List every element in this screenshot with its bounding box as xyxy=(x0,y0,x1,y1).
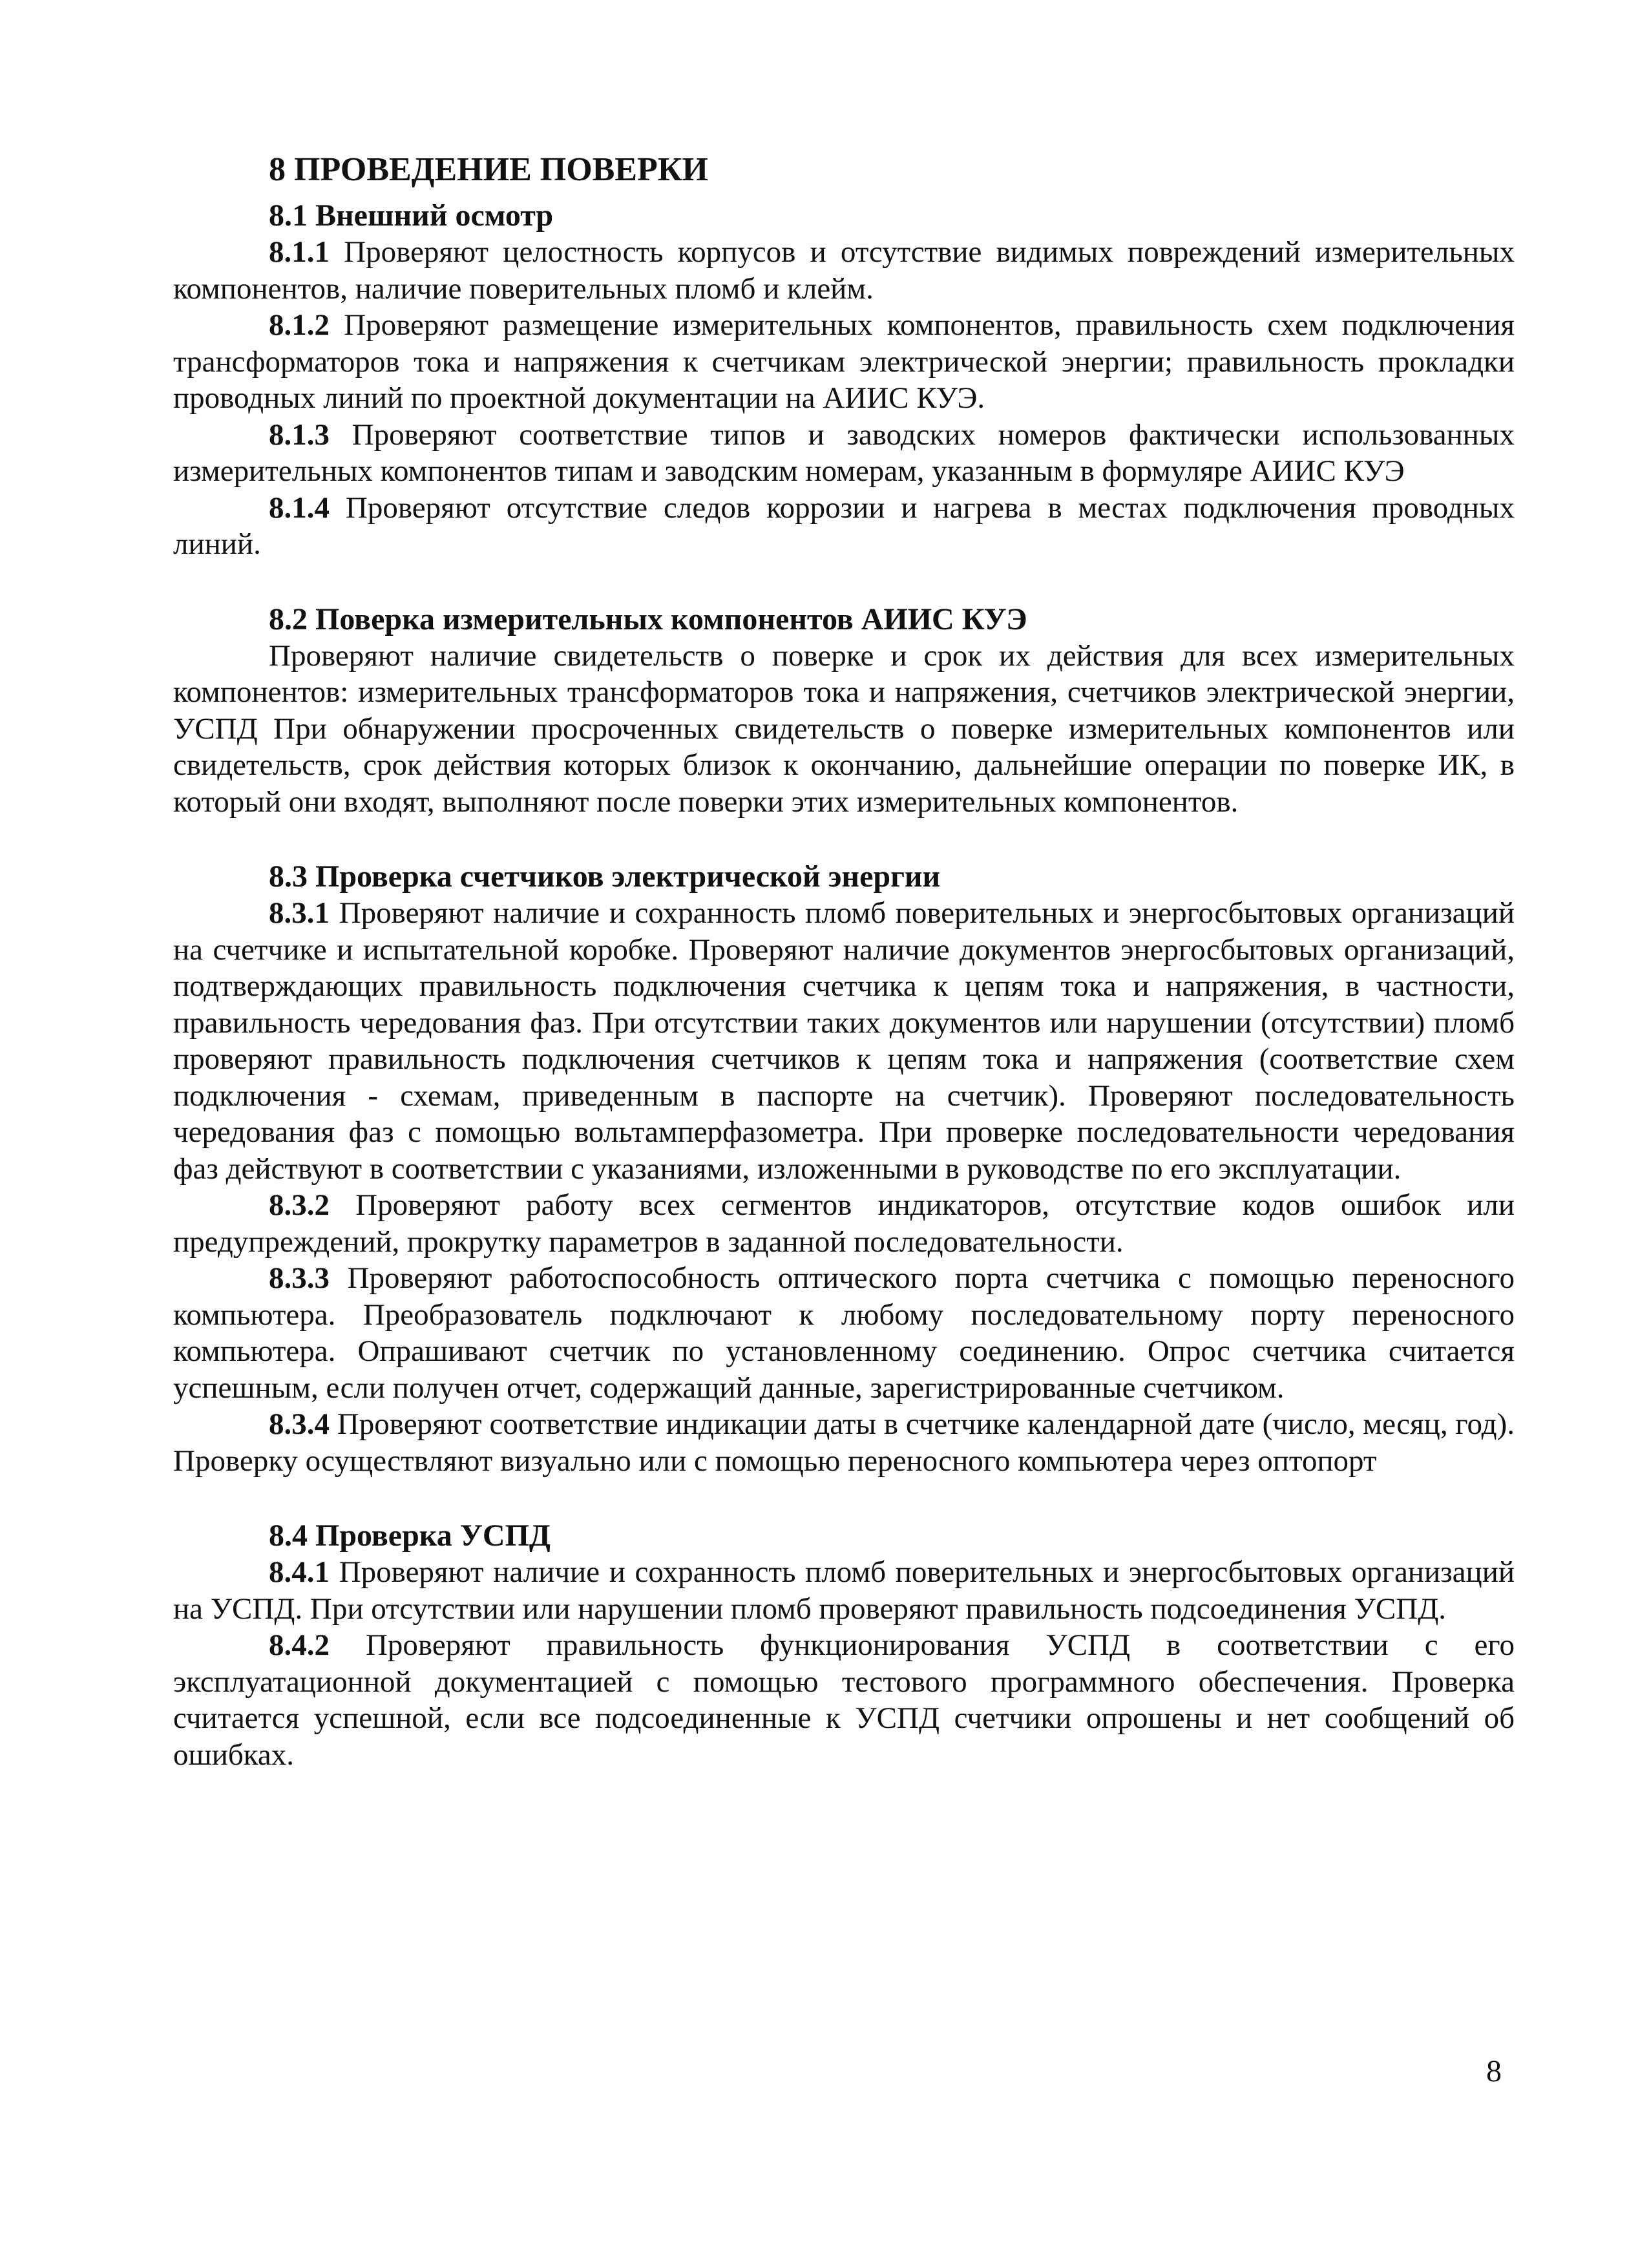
subsection-title-8-4: 8.4 Проверка УСПД xyxy=(269,1518,551,1553)
paragraph-8-3-2 xyxy=(173,1187,1515,1260)
clause-text: Проверяют соответствие типов и заводских номеров фактически использованных измерительных компонентов типам и заводским номерам, указанным в формуляре АИИС КУЭ xyxy=(173,417,1515,488)
paragraph-8-4-2 xyxy=(173,1627,1515,1773)
paragraph-8-1-2 xyxy=(173,307,1515,417)
paragraph-8-3-1 xyxy=(173,895,1515,1187)
paragraph-8-3-4 xyxy=(173,1406,1515,1479)
clause-number: 8.4.1 xyxy=(269,1555,330,1589)
document-page xyxy=(173,149,1515,1773)
clause-text: Проверяют целостность корпусов и отсутствие видимых повреждений измерительных компонентов, наличие поверительных пломб и клейм. xyxy=(173,235,1515,306)
clause-number: 8.3.2 xyxy=(269,1188,330,1222)
section-heading: 8 ПРОВЕДЕНИЕ ПОВЕРКИ xyxy=(269,151,708,188)
paragraph-8-3-3 xyxy=(173,1260,1515,1406)
clause-text: Проверяют размещение измерительных компонентов, правильность схем подключения трансформаторов тока и напряжения к счетчикам электрической энергии; правильность прокладки проводных линий по проектной документации на АИИС КУЭ. xyxy=(173,308,1515,415)
subsection-title-8-1: 8.1 Внешний осмотр xyxy=(269,198,554,233)
clause-number: 8.3.3 xyxy=(269,1261,330,1295)
clause-text: Проверяют правильность функционирования УСПД в соответствии с его эксплуатационной документацией с помощью тестового программного обеспечения. Проверка считается успешной, если все подсоединенные к УСПД счетчики опрошены и нет сообщений об ошибках. xyxy=(173,1628,1515,1772)
clause-text: Проверяют наличие и сохранность пломб поверительных и энергосбытовых организаций на счетчике и испытательной коробке. Проверяют наличие документов энергосбытовых организаций, подтверждающих правильность подключения счетчика к цепям тока и напряжения, в частности, правильность чередования фаз. При отсутствии таких документов или нарушении (отсутствии) пломб проверяют правильность подключения счетчиков к цепям тока и напряжения (соответствие схем подключения - схемам, приведенным в паспорте на счетчик). Проверяют последовательность чередования фаз с помощью вольтамперфазометра. При проверке последовательности чередования фаз действуют в соответствии с указаниями, изложенными в руководстве по его эксплуатации. xyxy=(173,896,1515,1186)
clause-text: Проверяют работоспособность оптического порта счетчика с помощью переносного компьютера. Преобразователь подключают к любому последовательному порту переносного компьютера. Опрашивают счетчик по установленному соединению. Опрос счетчика считается успешным, если получен отчет, содержащий данные, зарегистрированные счетчиком. xyxy=(173,1261,1515,1405)
clause-number: 8.1.4 xyxy=(269,490,330,525)
paragraph-8-4-1 xyxy=(173,1554,1515,1627)
clause-text: Проверяют соответствие индикации даты в счетчике календарной дате (число, месяц, год). Проверку осуществляют визуально или с помощью переносного компьютера через оптопорт xyxy=(173,1407,1515,1478)
subsection-title-8-3: 8.3 Проверка счетчиков электрической энергии xyxy=(269,859,941,894)
clause-number: 8.3.4 xyxy=(269,1407,330,1441)
clause-text: Проверяют наличие и сохранность пломб поверительных и энергосбытовых организаций на УСПД. При отсутствии или нарушении пломб проверяют правильность подсоединения УСПД. xyxy=(173,1555,1515,1626)
clause-number: 8.4.2 xyxy=(269,1628,330,1662)
clause-number: 8.1.1 xyxy=(269,235,330,269)
clause-number: 8.1.3 xyxy=(269,417,330,452)
paragraph-8-1-3 xyxy=(173,417,1515,490)
paragraph-8-1-4 xyxy=(173,490,1515,563)
paragraph-8-2: Проверяют наличие свидетельств о поверке и срок их действия для всех измерительных компонентов: измерительных трансформаторов тока и напряжения, счетчиков электрической энергии, УСПД При обнаружении просроченных свидетельств о поверке измерительных компонентов или свидетельств, срок действия которых близок к окончанию, дальнейшие операции по поверке ИК, в который они входят, выполняют после поверки этих измерительных компонентов. xyxy=(173,638,1515,819)
paragraph-8-1-1 xyxy=(173,234,1515,307)
clause-number: 8.3.1 xyxy=(269,896,330,930)
clause-number: 8.1.2 xyxy=(269,308,330,342)
subsection-title-8-2: 8.2 Поверка измерительных компонентов АИИС КУЭ xyxy=(269,602,1027,636)
clause-text: Проверяют отсутствие следов коррозии и нагрева в местах подключения проводных линий. xyxy=(173,490,1515,561)
clause-text: Проверяют работу всех сегментов индикаторов, отсутствие кодов ошибок или предупреждений, прокрутку параметров в заданной последовательности. xyxy=(173,1188,1515,1259)
page-number: 8 xyxy=(1486,2054,1502,2088)
